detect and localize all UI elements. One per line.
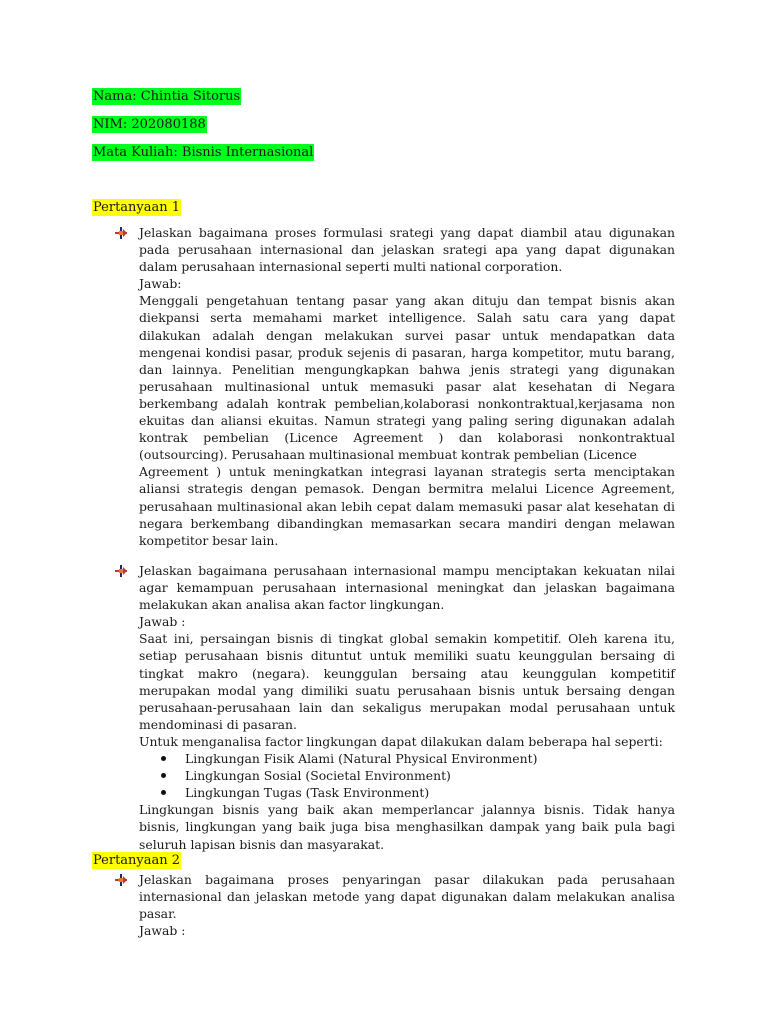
answer-label: Jawab : [139, 614, 186, 630]
list-item: Lingkungan Sosial (Societal Environment) [139, 767, 675, 784]
answer-paragraph: Untuk menganalisa factor lingkungan dapat dilakukan dalam beberapa hal seperti: [139, 733, 663, 749]
section-heading-1: Pertanyaan 1 [93, 200, 181, 215]
question-block-1 [139, 224, 675, 549]
answer-paragraph: Menggali pengetahuan tentang pasar yang akan dituju dan tempat bisnis akan diekpansi serta memahami market intelligence. Salah satu cara yang dapat dilakukan adalah dengan melakukan survei pasar untuk mendapatkan data mengenai kondisi pasar, produk sejenis di pasaran, harga kompetitor, mutu barang, dan lainnya. Penelitian mengungkapkan bahwa jenis strategi yang digunakan perusahaan multinasional untuk memasuki pasar alat kesehatan di Negara berkembang adalah kontrak pembelian,kolaborasi nonkontraktual,kerjasama non ekuitas dan aliansi ekuitas. Namun strategi yang paling sering digunakan adalah kontrak pembelian (Licence Agreement ) dan kolaborasi nonkontraktual (outsourcing). Perusahaan multinasional membuat kontrak pembelian (Licence [139, 293, 675, 463]
arrow-bullet-icon [114, 873, 128, 887]
student-name: Nama: Chintia Sitorus [93, 89, 241, 104]
arrow-bullet-icon [114, 226, 128, 240]
question-block-2 [139, 562, 675, 853]
answer-paragraph: Agreement ) untuk meningkatkan integrasi layanan strategis serta menciptakan aliansi strategis dengan pemasok. Dengan bermitra melalui Licence Agreement, perusahaan multinasional akan lebih cepat dalam memasuki pasar alat kesehatan di negara berkembang dibandingkan memasarkan secara mandiri dengan melawan kompetitor besar lain. [139, 464, 675, 548]
question-text: Jelaskan bagaimana proses formulasi srategi yang dapat diambil atau digunakan pada perusahaan internasional dan jelaskan srategi apa yang dapat digunakan dalam perusahaan internasional seperti multi national corporation. [139, 225, 675, 275]
bullet-dot-icon [161, 790, 166, 795]
section-heading-2: Pertanyaan 2 [93, 853, 181, 868]
answer-paragraph: Saat ini, persaingan bisnis di tingkat global semakin kompetitif. Oleh karena itu, setiap perusahaan bisnis dituntut untuk memiliki suatu keunggulan bersaing di tingkat makro (negara). keunggulan bersaing atau keunggulan kompetitif merupakan modal yang dimiliki suatu perusahaan bisnis untuk bersaing dengan perusahaan-perusahaan lain dan sekaligus merupakan modal perusahaan untuk mendominasi di pasaran. [139, 631, 675, 732]
question-text: Jelaskan bagaimana perusahaan internasional mampu menciptakan kekuatan nilai agar kemampuan perusahaan internasional meningkat dan jelaskan bagaimana melakukan akan analisa akan factor lingkungan. [139, 563, 675, 613]
answer-label: Jawab: [139, 276, 182, 292]
course-name: Mata Kuliah: Bisnis Internasional [93, 145, 314, 160]
arrow-bullet-icon [114, 564, 128, 578]
question-block-3 [139, 871, 675, 939]
student-nim: NIM: 202080188 [93, 117, 206, 132]
bullet-dot-icon [161, 773, 166, 778]
answer-label: Jawab : [139, 923, 186, 939]
list-item: Lingkungan Fisik Alami (Natural Physical Environment) [139, 750, 675, 767]
question-text: Jelaskan bagaimana proses penyaringan pasar dilakukan pada perusahaan internasional dan jelaskan metode yang dapat digunakan dalam melakukan analisa pasar. [139, 872, 675, 922]
closing-paragraph: Lingkungan bisnis yang baik akan memperlancar jalannya bisnis. Tidak hanya bisnis, lingkungan yang baik juga bisa menghasilkan dampak yang baik pula bagi seluruh lapisan bisnis dan masyarakat. [139, 802, 675, 852]
list-item: Lingkungan Tugas (Task Environment) [139, 784, 675, 801]
bullet-list [139, 750, 675, 801]
bullet-dot-icon [161, 756, 166, 761]
